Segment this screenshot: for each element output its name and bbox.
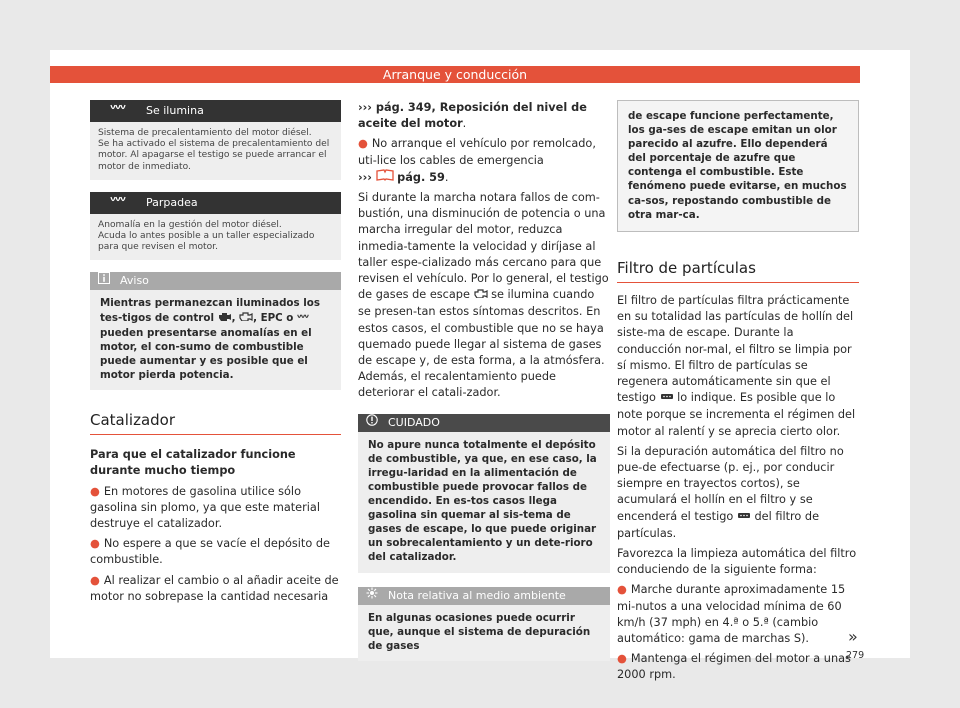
column-3 — [617, 100, 859, 684]
filter-paragraph-1 — [617, 293, 859, 440]
aviso-text-part: pueden presentarse anomalías en el motor, el con-sumo de combustible puede aumentar y es posible que el motor pierda potencia. — [100, 326, 312, 381]
list-item — [617, 582, 859, 647]
paragraph-text: del filtro de partículas. — [617, 509, 820, 540]
bullet-icon: ● — [90, 484, 100, 498]
bullet-icon: ● — [358, 137, 368, 151]
glow-plug-icon — [90, 100, 146, 122]
paragraph-text: Si la depuración automática del filtro no pue-de efectuarse (p. ej., por conducir siempre en trayectos cortos), se acumulará el hollín en el filtro y se encenderá el testigo — [617, 444, 844, 523]
list-item-text: En motores de gasolina utilice sólo gasolina sin plomo, ya que este material destruye el catalizador. — [90, 484, 320, 530]
paragraph-text: lo indique. Es posible que lo note porque se incrementa el régimen del motor al ralentí y se aprecia cierto olor. — [617, 391, 856, 438]
list-item-text: No espere a que se vacíe el depósito de combustible. — [90, 537, 330, 567]
epc-icon: EPC — [260, 311, 283, 324]
paragraph-text: El filtro de partículas filtra prácticamente en su totalidad las partículas de hollín del siste-ma de escape. Durante la conducción nor-mal, el filtro se limpia por sí mismo. El filtro de partículas se regenera automáticamente sin que el testigo — [617, 293, 854, 405]
reference-arrows: ››› — [358, 170, 372, 184]
continue-arrow: » — [848, 627, 858, 646]
header-band — [50, 66, 860, 83]
bullet-icon: ● — [617, 583, 627, 597]
info-icon — [98, 272, 110, 290]
aviso-text-part: , — [231, 311, 240, 324]
combustion-paragraph — [358, 190, 610, 402]
page-reference-link[interactable]: pág. 59 — [397, 170, 445, 184]
book-icon — [376, 171, 394, 184]
lamp-box-parpadea — [90, 192, 341, 261]
bullet-icon: ● — [617, 652, 627, 666]
medio-ambiente-title: Nota relativa al medio ambiente — [388, 588, 566, 602]
glow-plug-icon — [297, 312, 309, 326]
aviso-text-part: , — [253, 311, 261, 324]
aviso-text — [90, 290, 341, 390]
reference-tow — [358, 169, 610, 186]
page-reference-link[interactable]: ››› pág. 349, Reposición del nivel de aceite del motor — [358, 101, 587, 131]
medio-ambiente-continuation: de escape funcione perfectamente, los ga-ses de escape emitan un olor parecido al azufre. Ello dependerá del porcentaje de azufre que contenga el combustible. Este fenómeno puede evitarse, en muchos ca-sos, repostando combustible de otra mar-ca. — [617, 100, 859, 232]
lamp-description — [90, 214, 341, 261]
section-title-catalizador: Catalizador — [90, 412, 341, 435]
aviso-text-part: o — [282, 311, 297, 324]
engine-warning-icon — [218, 312, 232, 326]
lamp-title: Parpadea — [146, 195, 198, 209]
exhaust-gas-icon — [474, 288, 488, 304]
bullet-icon: ● — [90, 573, 100, 587]
particle-filter-icon — [660, 391, 674, 407]
paragraph-text: se ilumina cuando se presen-tan estos síntomas descritos. En estos casos, el combustible que no se haya quemado puede llegar al sistema de gases de escape y, de esta forma, a la atmósfera. Además, el recalentamiento puede deteriorar el catali-zador. — [358, 288, 605, 400]
page-title: Arranque y conducción — [382, 67, 528, 82]
list-item — [90, 484, 341, 533]
list-item — [358, 136, 610, 168]
lamp-box-se-ilumina — [90, 100, 341, 180]
lamp-line: Se ha activado el sistema de precalentamiento del motor. Al apagarse el testigo se puede arrancar el motor de inmediato. — [98, 139, 330, 172]
filter-paragraph-3: Favorezca la limpieza automática del filtro conduciendo de la siguiente forma: — [617, 547, 857, 577]
list-item — [90, 573, 341, 605]
particle-filter-icon — [737, 510, 751, 526]
bullet-icon: ● — [90, 537, 100, 551]
aviso-title: Aviso — [120, 274, 149, 288]
filter-paragraph-2 — [617, 444, 859, 542]
cuidado-title: CUIDADO — [388, 415, 440, 429]
aviso-text-part: Mientras permanezcan iluminados los tes-tigos de control — [100, 297, 320, 324]
page-number: 279 — [846, 650, 865, 661]
list-item-text: No arranque el vehículo por remolcado, uti-lice los cables de emergencia — [358, 137, 596, 167]
lamp-title: Se ilumina — [146, 104, 204, 117]
lamp-line: Anomalía en la gestión del motor diésel. — [98, 219, 282, 230]
lamp-line: Acuda lo antes posible a un taller especializado para que revisen el motor. — [98, 231, 315, 253]
medio-ambiente-text: En algunas ocasiones puede ocurrir que, aunque el sistema de depuración de gases — [368, 611, 591, 652]
medio-ambiente-header — [358, 587, 610, 605]
aviso-header — [90, 272, 341, 290]
paragraph-text: Si durante la marcha notara fallos de com-bustión, una disminución de potencia o una marcha irregular del motor, reduzca inmedia-tamente la velocidad y diríjase al taller espe-cializado más cercano para que revisen el vehículo. Por lo general, el testigo de gases de escape — [358, 191, 609, 302]
lamp-line: Sistema de precalentamiento del motor diésel. — [98, 128, 312, 138]
cuidado-box — [358, 414, 610, 573]
list-item — [617, 651, 859, 683]
list-item — [90, 536, 341, 568]
column-2 — [358, 100, 610, 661]
punctuation: . — [462, 117, 467, 131]
aviso-box — [90, 272, 341, 390]
cuidado-text: No apure nunca totalmente el depósito de combustible, ya que, en ese caso, la irregu-laridad en la alimentación de combustible puede provocar fallos de encendido. En es-tos casos llega gasolina sin quemar al sis-tema de gases de escape, lo que puede originar un sobrecalentamiento y un dete-rioro del catalizador. — [368, 438, 597, 564]
list-item-text: Mantenga el régimen del motor a unas 2000 rpm. — [617, 652, 851, 682]
glow-plug-icon — [90, 192, 146, 214]
catalizador-subhead: Para que el catalizador funcione durante mucho tiempo — [90, 448, 296, 478]
column-1 — [90, 100, 341, 605]
punctuation: . — [444, 170, 449, 184]
lamp-header — [90, 192, 341, 214]
exhaust-gas-icon — [239, 312, 253, 326]
medio-ambiente-box — [358, 587, 610, 661]
section-title-filtro: Filtro de partículas — [617, 260, 859, 283]
lamp-header — [90, 100, 341, 122]
lamp-description — [90, 122, 341, 180]
list-item-text: Al realizar el cambio o al añadir aceite de motor no sobrepase la cantidad necesaria — [90, 573, 339, 603]
cuidado-header — [358, 414, 610, 432]
reference-oil-level — [358, 100, 610, 132]
list-item-text: Marche durante aproximadamente 15 mi-nutos a una velocidad mínima de 60 km/h (37 mph) en 4.ª o 5.ª (cambio automático: gama de marchas S). — [617, 583, 846, 646]
environment-icon — [366, 587, 378, 605]
caution-icon — [366, 414, 378, 432]
